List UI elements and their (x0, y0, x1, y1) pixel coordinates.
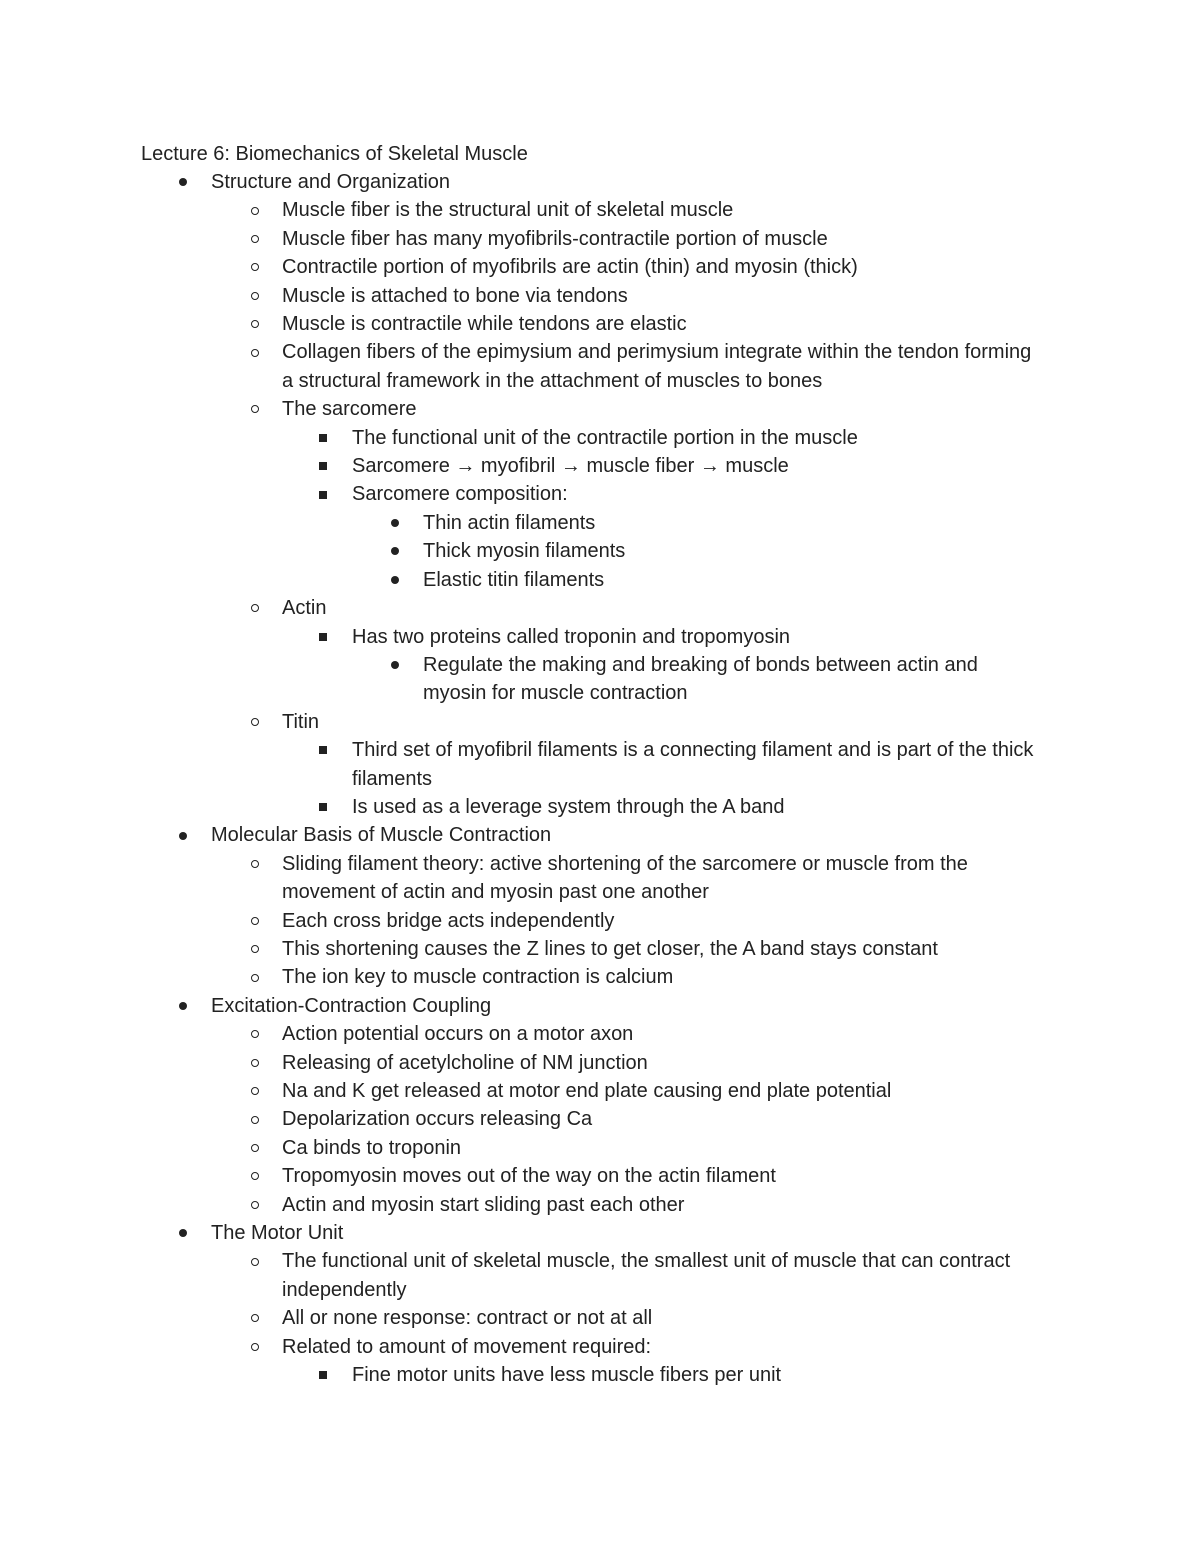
list-item-text: Muscle fiber has many myofibrils-contractile portion of muscle (282, 227, 828, 250)
list-item-text: Collagen fibers of the epimysium and perimysium integrate within the tendon forming a structural framework in the attachment of muscles to bones (282, 341, 1032, 392)
list-item-level-4 (0, 566, 1200, 594)
list-item-level-2 (0, 1020, 1200, 1048)
list-item-text: Titin (282, 710, 320, 733)
list-item-text: Sarcomere → myofibril → muscle fiber → muscle (352, 455, 789, 478)
list-item-text: Muscle is contractile while tendons are elastic (282, 313, 687, 336)
list-item-level-1 (0, 821, 1200, 849)
list-item-text: Na and K get released at motor end plate causing end plate potential (282, 1080, 892, 1102)
list-item-text: The sarcomere (282, 398, 417, 421)
hollow-circle-bullet-icon (248, 395, 262, 423)
list-item-text: This shortening causes the Z lines to get closer, the A band stays constant (282, 937, 938, 960)
filled-dot-bullet-icon (388, 509, 402, 537)
list-item-text: Elastic titin filaments (423, 568, 605, 591)
hollow-circle-bullet-icon (248, 963, 262, 991)
hollow-circle-bullet-icon (248, 1049, 262, 1077)
list-item-text: Structure and Organization (211, 171, 451, 193)
list-item-text: Actin and myosin start sliding past each other (282, 1193, 685, 1216)
list-item-text: The ion key to muscle contraction is calcium (282, 966, 674, 989)
hollow-circle-bullet-icon (248, 338, 262, 366)
list-item-level-3 (0, 623, 1200, 651)
list-item-level-2 (0, 1077, 1200, 1105)
filled-dot-bullet-icon (388, 651, 402, 679)
list-item-level-2 (0, 1049, 1200, 1077)
list-item-text: Tropomyosin moves out of the way on the actin filament (282, 1165, 776, 1188)
filled-dot-bullet-icon (388, 537, 402, 565)
list-item-level-3 (0, 480, 1200, 508)
document-title: Lecture 6: Biomechanics of Skeletal Muscle (141, 143, 528, 165)
hollow-circle-bullet-icon (248, 1162, 262, 1190)
list-item-level-2 (0, 935, 1200, 963)
filled-square-bullet-icon (316, 793, 330, 821)
list-item-text: Contractile portion of myofibrils are actin (thin) and myosin (thick) (282, 256, 858, 279)
filled-square-bullet-icon (316, 424, 330, 452)
filled-square-bullet-icon (316, 736, 330, 764)
list-item-text: Thick myosin filaments (423, 540, 626, 563)
hollow-circle-bullet-icon (248, 1077, 262, 1105)
list-item-text: Fine motor units have less muscle fibers per unit (352, 1364, 782, 1387)
list-item-level-2 (0, 1333, 1200, 1361)
list-item-level-3 (0, 793, 1200, 821)
hollow-circle-bullet-icon (248, 310, 262, 338)
list-item-level-1 (0, 992, 1200, 1020)
hollow-circle-bullet-icon (248, 1134, 262, 1162)
list-item-level-4 (0, 509, 1200, 537)
list-item-level-2 (0, 708, 1200, 736)
list-item-text: Ca binds to troponin (282, 1136, 462, 1159)
filled-square-bullet-icon (316, 1361, 330, 1389)
list-item-text: Sarcomere composition: (352, 483, 568, 506)
list-item-level-2 (0, 1162, 1200, 1190)
list-item-level-2 (0, 253, 1200, 281)
list-item-level-3 (0, 736, 1200, 793)
list-item-level-1 (0, 1219, 1200, 1247)
list-item-level-3 (0, 1361, 1200, 1389)
list-item-text: Muscle fiber is the structural unit of skeletal muscle (282, 199, 734, 222)
list-item-level-2 (0, 907, 1200, 935)
list-item-level-2 (0, 310, 1200, 338)
list-item-level-2 (0, 196, 1200, 224)
list-item-level-2 (0, 1134, 1200, 1162)
list-item-text: The functional unit of skeletal muscle, the smallest unit of muscle that can contract independently (282, 1250, 1011, 1301)
hollow-circle-bullet-icon (248, 907, 262, 935)
list-item-text: Third set of myofibril filaments is a connecting filament and is part of the thick filaments (352, 739, 1034, 790)
hollow-circle-bullet-icon (248, 196, 262, 224)
filled-square-bullet-icon (316, 452, 330, 480)
list-item-text: Is used as a leverage system through the A band (352, 795, 785, 818)
list-item-level-4 (0, 537, 1200, 565)
list-item-text: Thin actin filaments (423, 511, 596, 534)
list-item-level-2 (0, 338, 1200, 395)
hollow-circle-bullet-icon (248, 253, 262, 281)
hollow-circle-bullet-icon (248, 282, 262, 310)
list-item-text: Actin (282, 597, 327, 620)
hollow-circle-bullet-icon (248, 1333, 262, 1361)
list-item-level-2 (0, 594, 1200, 622)
list-item-level-2 (0, 1191, 1200, 1219)
hollow-circle-bullet-icon (248, 594, 262, 622)
list-item-text: The Motor Unit (211, 1222, 344, 1245)
list-item-level-3 (0, 452, 1200, 480)
filled-dot-bullet-icon (176, 821, 190, 849)
list-item-text: Each cross bridge acts independently (282, 909, 615, 932)
list-item-text: The functional unit of the contractile portion in the muscle (352, 426, 858, 449)
list-item-text: Muscle is attached to bone via tendons (282, 284, 628, 307)
list-item-level-2 (0, 282, 1200, 310)
list-item-text: Excitation-Contraction Coupling (211, 994, 492, 1017)
list-item-text: Related to amount of movement required: (282, 1335, 652, 1358)
list-item-level-3 (0, 424, 1200, 452)
list-item-text: Releasing of acetylcholine of NM junction (282, 1051, 648, 1074)
hollow-circle-bullet-icon (248, 1191, 262, 1219)
list-item-level-4 (0, 651, 1200, 708)
hollow-circle-bullet-icon (248, 1304, 262, 1332)
hollow-circle-bullet-icon (248, 850, 262, 878)
hollow-circle-bullet-icon (248, 1105, 262, 1133)
list-item-level-1 (0, 168, 1200, 196)
list-item-level-2 (0, 963, 1200, 991)
list-item-level-2 (0, 850, 1200, 907)
filled-dot-bullet-icon (176, 1219, 190, 1247)
list-item-level-2 (0, 1304, 1200, 1332)
filled-dot-bullet-icon (176, 168, 190, 196)
hollow-circle-bullet-icon (248, 225, 262, 253)
filled-dot-bullet-icon (176, 992, 190, 1020)
list-item-text: Action potential occurs on a motor axon (282, 1023, 634, 1046)
list-item-text: All or none response: contract or not at all (282, 1307, 653, 1330)
list-item-level-2 (0, 225, 1200, 253)
hollow-circle-bullet-icon (248, 935, 262, 963)
filled-square-bullet-icon (316, 480, 330, 508)
list-item-level-2 (0, 1105, 1200, 1133)
list-item-level-2 (0, 1247, 1200, 1304)
list-item-level-2 (0, 395, 1200, 423)
hollow-circle-bullet-icon (248, 1020, 262, 1048)
filled-square-bullet-icon (316, 623, 330, 651)
list-item-text: Regulate the making and breaking of bonds between actin and myosin for muscle contraction (423, 653, 978, 705)
hollow-circle-bullet-icon (248, 1247, 262, 1275)
filled-dot-bullet-icon (388, 566, 402, 594)
list-item-text: Sliding filament theory: active shortening of the sarcomere or muscle from the movement of actin and myosin past one another (282, 852, 968, 904)
lecture-outline (0, 168, 1200, 1389)
list-item-text: Depolarization occurs releasing Ca (282, 1108, 593, 1131)
list-item-text: Molecular Basis of Muscle Contraction (211, 824, 552, 847)
list-item-text: Has two proteins called troponin and tropomyosin (352, 625, 791, 648)
hollow-circle-bullet-icon (248, 708, 262, 736)
